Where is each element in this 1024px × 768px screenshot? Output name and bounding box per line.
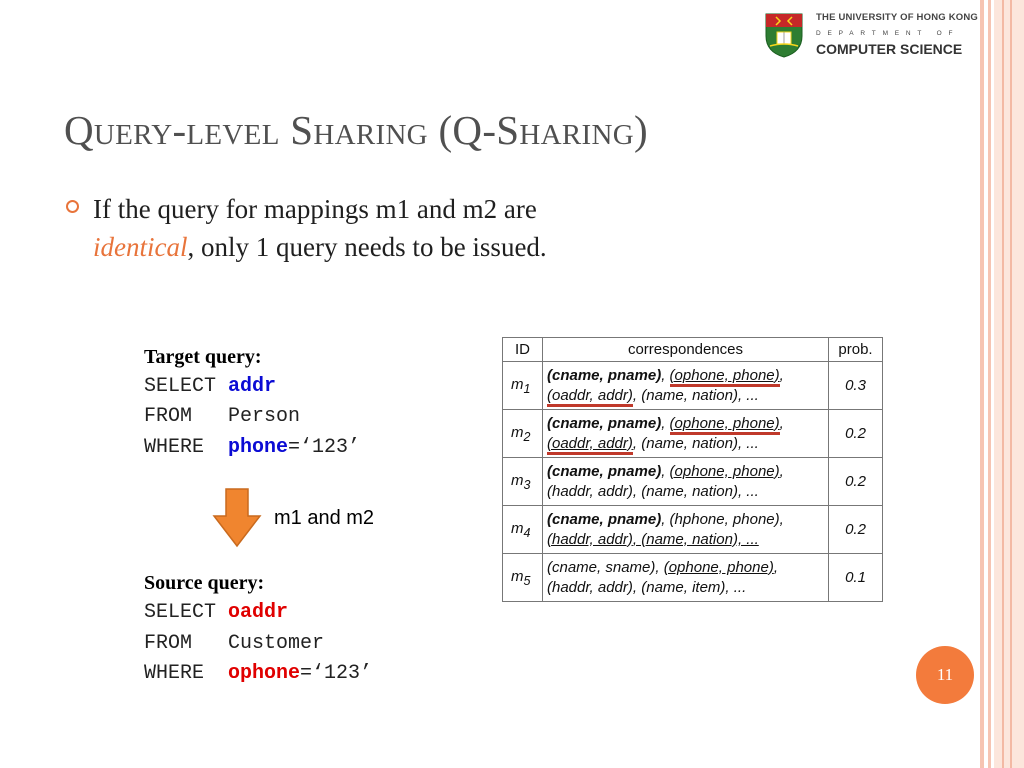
- header-correspondences: correspondences: [543, 338, 829, 362]
- source-from-line: FROM Customer: [144, 632, 325, 655]
- mapping-id: $m_2$: [503, 410, 543, 458]
- bullet-icon: [66, 200, 79, 213]
- where-keyword: WHERE: [144, 436, 229, 459]
- decor-stripe: [988, 0, 991, 768]
- target-query-label: Target query:: [144, 346, 262, 368]
- mapping-id: $m_4$: [503, 506, 543, 554]
- mapping-id: $m_3$: [503, 458, 543, 506]
- correspondence-table: [502, 337, 883, 602]
- target-where-line: [144, 436, 360, 459]
- page-number-badge: 11: [916, 646, 974, 704]
- university-name: THE UNIVERSITY OF HONG KONG: [816, 12, 978, 23]
- bullet-text: [93, 190, 547, 266]
- source-where-value: =‘123’: [300, 662, 373, 685]
- header-prob: prob.: [829, 338, 883, 362]
- department-label: DEPARTMENT OF: [816, 30, 960, 37]
- table-row: [503, 506, 883, 554]
- crest-icon: [764, 12, 804, 58]
- source-select-field: oaddr: [228, 601, 289, 624]
- bullet-line-1: If the query for mappings m1 and m2 are: [93, 194, 537, 224]
- probability-cell: 0.2: [829, 458, 883, 506]
- decor-stripe: [1010, 0, 1012, 768]
- arrow-label: m1 and m2: [274, 507, 375, 529]
- bullet-emphasis: identical: [93, 232, 188, 262]
- probability-cell: 0.3: [829, 362, 883, 410]
- header-id: ID: [503, 338, 543, 362]
- target-where-value: =‘123’: [288, 436, 361, 459]
- table-row: [503, 554, 883, 602]
- select-keyword: SELECT: [144, 601, 229, 624]
- target-from-line: FROM Person: [144, 405, 301, 428]
- source-where-field: ophone: [228, 662, 301, 685]
- probability-cell: 0.1: [829, 554, 883, 602]
- down-arrow-icon: [212, 488, 262, 548]
- decor-stripe: [994, 0, 1024, 768]
- mapping-id: $m_5$: [503, 554, 543, 602]
- target-where-field: phone: [228, 436, 289, 459]
- university-logo: [764, 10, 978, 60]
- correspondences-cell: (cname, sname), (ophone, phone), (haddr, addr), (name, item), ...: [543, 554, 829, 602]
- select-keyword: SELECT: [144, 375, 229, 398]
- correspondences-cell: (cname, pname), (hphone, phone), (haddr, addr), (name, nation), ...: [543, 506, 829, 554]
- bullet-line-2: , only 1 query needs to be issued.: [187, 232, 547, 262]
- table-row: [503, 458, 883, 506]
- source-where-line: [144, 662, 372, 685]
- target-select-line: [144, 375, 276, 398]
- probability-cell: 0.2: [829, 506, 883, 554]
- department-name: COMPUTER SCIENCE: [816, 41, 963, 57]
- table-row: [503, 362, 883, 410]
- mapping-id: $m_1$: [503, 362, 543, 410]
- source-select-line: [144, 601, 288, 624]
- decor-stripe: [1002, 0, 1004, 768]
- where-keyword: WHERE: [144, 662, 229, 685]
- source-query-label: Source query:: [144, 572, 265, 594]
- table-row: [503, 410, 883, 458]
- slide-title: Query-level Sharing (Q-Sharing): [64, 107, 648, 153]
- correspondences-cell: (cname, pname), (ophone, phone), (oaddr, addr), (name, nation), ...: [543, 362, 829, 410]
- correspondences-cell: (cname, pname), (ophone, phone), (oaddr, addr), (name, nation), ...: [543, 410, 829, 458]
- correspondences-cell: (cname, pname), (ophone, phone), (haddr, addr), (name, nation), ...: [543, 458, 829, 506]
- probability-cell: 0.2: [829, 410, 883, 458]
- table-header-row: [503, 338, 883, 362]
- decor-stripe: [980, 0, 984, 768]
- target-select-field: addr: [228, 375, 277, 398]
